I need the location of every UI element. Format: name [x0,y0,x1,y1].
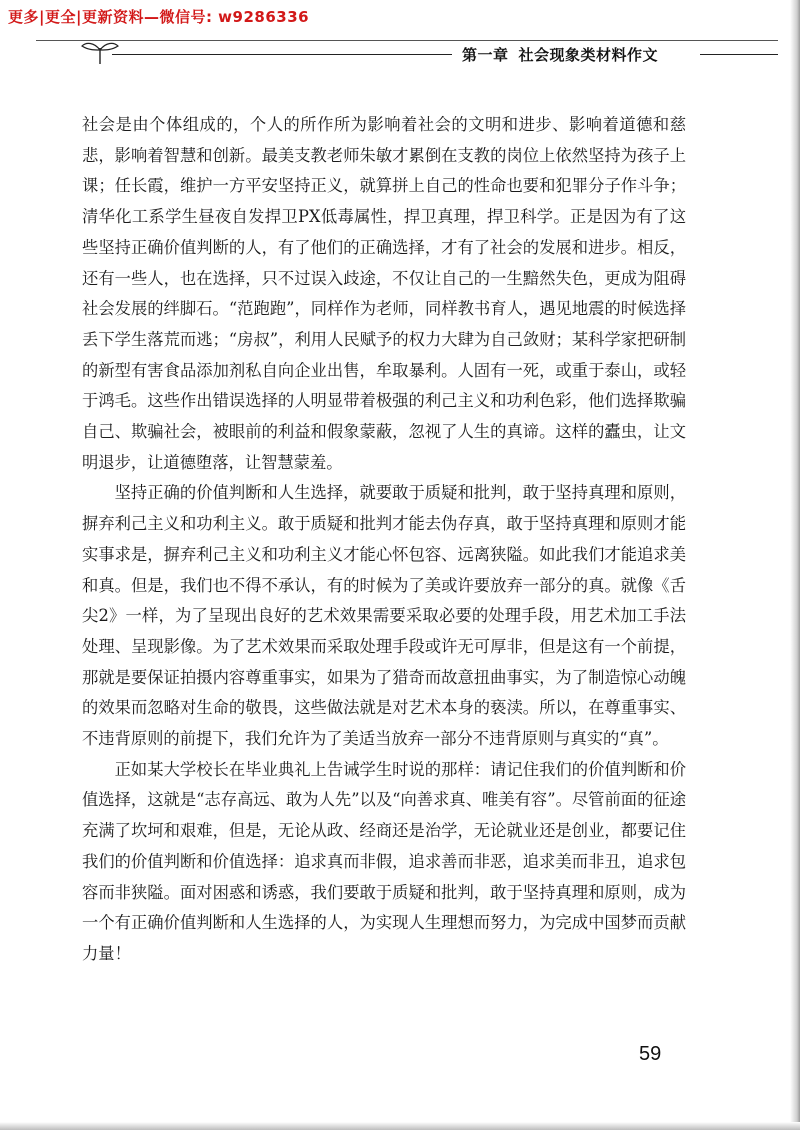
body-text [82,110,686,970]
sprout-ornament-icon [80,34,120,66]
page-number: 59 [639,1043,662,1065]
page-edge-shadow-right [790,0,800,1130]
paragraph-1: 社会是由个体组成的，个人的所作所为影响着社会的文明和进步、影响着道德和慈悲，影响着智慧和创新。最美支教老师朱敏才累倒在支教的岗位上依然坚持为孩子上课；任长霞，维护一方平安坚持正义，就算拼上自己的性命也要和犯罪分子作斗争；清华化工系学生昼夜自发捍卫PX低毒属性，捍卫真理，捍卫科学。正是因为有了这些坚持正确价值判断的人，有了他们的正确选择，才有了社会的发展和进步。相反，还有一些人，也在选择，只不过误入歧途，不仅让自己的一生黯然失色，更成为阻碍社会发展的绊脚石。“范跑跑”，同样作为老师，同样教书育人，遇见地震的时候选择丢下学生落荒而逃；“房叔”，利用人民赋予的权力大肆为自己敛财；某科学家把研制的新型有害食品添加剂私自向企业出售，牟取暴利。人固有一死，或重于泰山，或轻于鸿毛。这些作出错误选择的人明显带着极强的利己主义和功利色彩，他们选择欺骗自己、欺骗社会，被眼前的利益和假象蒙蔽，忽视了人生的真谛。这样的蠹虫，让文明退步，让道德堕落，让智慧蒙羞。 [82,115,686,472]
paragraph-2: 坚持正确的价值判断和人生选择，就要敢于质疑和批判，敢于坚持真理和原则，摒弃利己主义和功利主义。敢于质疑和批判才能去伪存真，敢于坚持真理和原则才能实事求是，摒弃利己主义和功利主义才能心怀包容、远离狭隘。如此我们才能追求美和真。但是，我们也不得不承认，有的时候为了美或许要放弃一部分的真。就像《舌尖2》一样，为了呈现出良好的艺术效果需要采取必要的处理手段，用艺术加工手法处理、呈现影像。为了艺术效果而采取处理手段或许无可厚非，但是这有一个前提，那就是要保证拍摄内容尊重事实，如果为了猎奇而故意扭曲事实，为了制造惊心动魄的效果而忽略对生命的敬畏，这些做法就是对艺术本身的亵渎。所以，在尊重事实、不违背原则的前提下，我们允许为了美适当放弃一部分不违背原则与真实的“真”。 [82,483,686,749]
header-rule-right [700,54,778,55]
paragraph-3: 正如某大学校长在毕业典礼上告诫学生时说的那样：请记住我们的价值判断和价值选择，这就是“志存高远、敢为人先”以及“向善求真、唯美有容”。尽管前面的征途充满了坎坷和艰难，但是，无论从政、经商还是治学，无论就业还是创业，都要记住我们的价值判断和价值选择：追求真而非假，追求善而非恶，追求美而非丑，追求包容而非狭隘。面对困惑和诱惑，我们要敢于质疑和批判，敢于坚持真理和原则，成为一个有正确价值判断和人生选择的人，为实现人生理想而努力，为完成中国梦而贡献力量！ [82,759,686,963]
header-rule-left [112,54,452,55]
chapter-name: 社会现象类材料作文 [518,46,659,64]
page-top-border [36,40,778,41]
watermark-text: 更多|更全|更新资料—微信号: w9286336 [8,8,310,26]
page-edge-shadow-bottom [0,1122,800,1130]
chapter-heading [462,44,658,65]
chapter-label: 第一章 [462,46,509,64]
